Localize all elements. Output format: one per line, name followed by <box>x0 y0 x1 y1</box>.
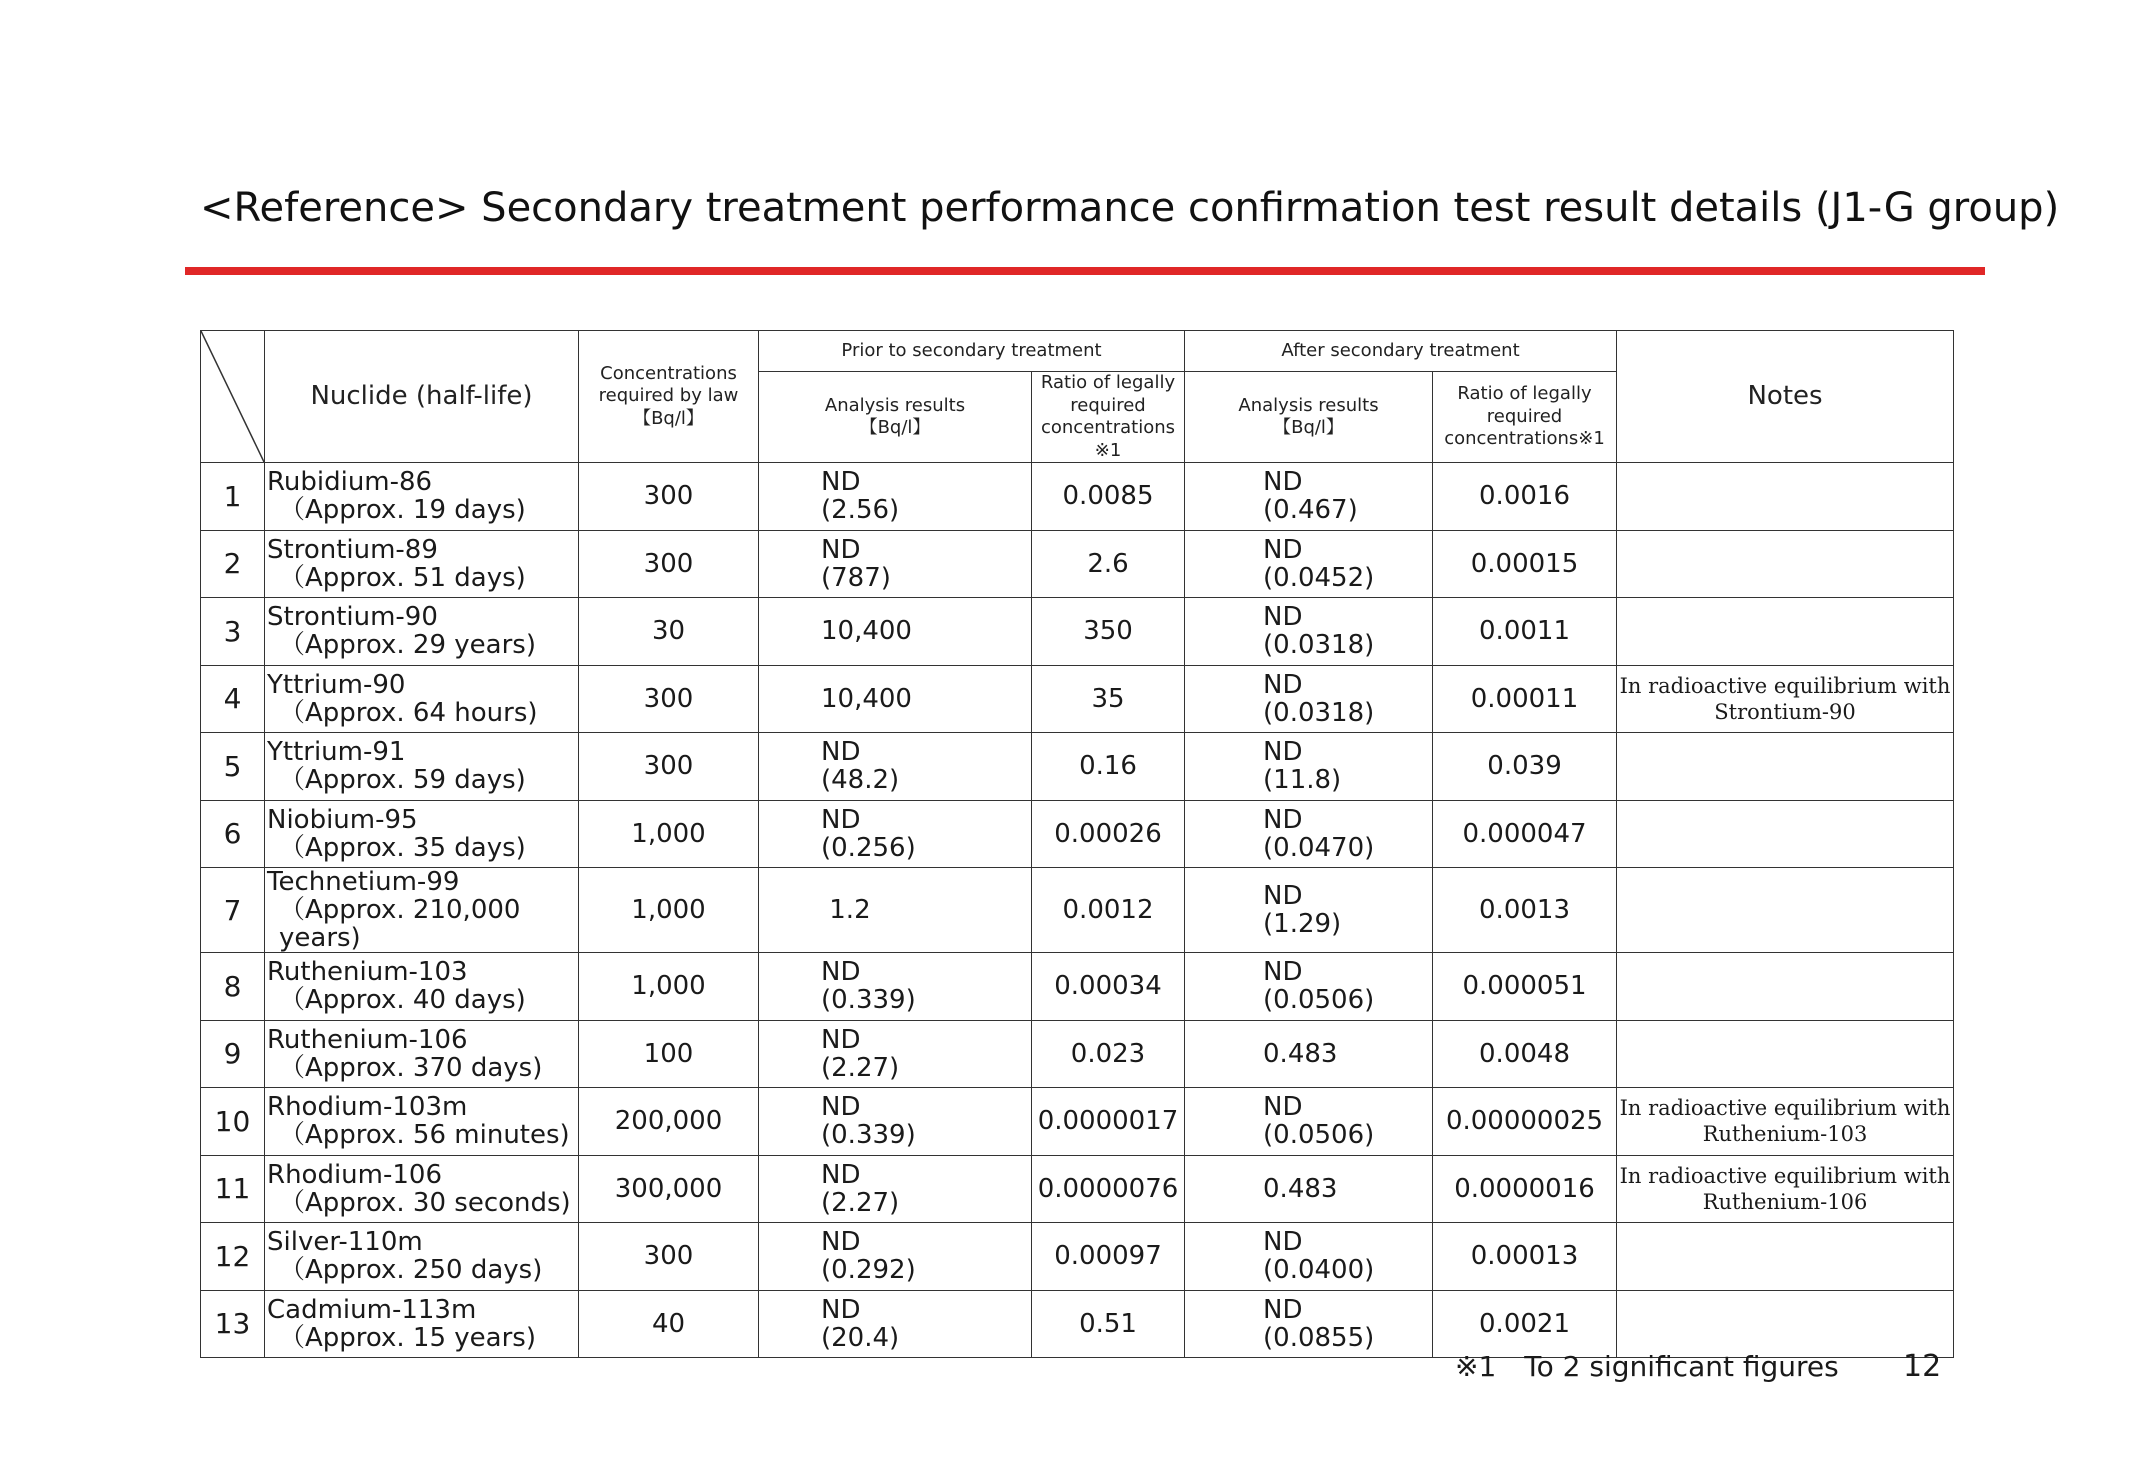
after-ratio: 0.0016 <box>1433 463 1617 531</box>
after-analysis-result <box>1185 733 1433 801</box>
prior-detection-limit: (20.4) <box>821 1322 900 1353</box>
after-analysis-result <box>1185 1290 1433 1358</box>
half-life: （Approx. 30 seconds) <box>279 1187 571 1218</box>
nuclide-cell <box>265 1155 579 1223</box>
after-analysis-result <box>1185 665 1433 733</box>
prior-detection-limit: (2.27) <box>821 1187 900 1218</box>
legal-concentration: 200,000 <box>579 1088 759 1156</box>
nuclide-cell <box>265 598 579 666</box>
after-ratio: 0.0013 <box>1433 868 1617 953</box>
nuclide-name: Strontium-89 <box>267 534 438 565</box>
row-number: 5 <box>201 733 265 801</box>
nuclide-cell <box>265 953 579 1021</box>
after-result-value: ND <box>1263 534 1303 565</box>
legal-concentration: 300 <box>579 1223 759 1291</box>
prior-detection-limit: (48.2) <box>821 765 900 796</box>
half-life: （Approx. 40 days) <box>279 985 526 1016</box>
nuclide-name: Ruthenium-106 <box>267 1024 468 1055</box>
prior-result-value: ND <box>821 467 861 498</box>
half-life: （Approx. 51 days) <box>279 562 526 593</box>
notes-cell: In radioactive equilibrium with Ruthenium-106 <box>1617 1155 1954 1223</box>
results-table <box>200 330 1954 1358</box>
after-analysis-result <box>1185 1088 1433 1156</box>
prior-ratio: 0.51 <box>1032 1290 1185 1358</box>
after-detection-limit: (0.0452) <box>1263 562 1375 593</box>
after-result-value: ND <box>1263 467 1303 498</box>
half-life: （Approx. 370 days) <box>279 1052 543 1083</box>
table-row <box>201 800 1954 868</box>
prior-detection-limit: (0.339) <box>821 985 916 1016</box>
nuclide-cell <box>265 1223 579 1291</box>
after-ratio: 0.000047 <box>1433 800 1617 868</box>
after-result-value: ND <box>1263 1092 1303 1123</box>
header-nuclide: Nuclide (half-life) <box>265 331 579 463</box>
half-life: （Approx. 29 years) <box>279 630 536 661</box>
row-number: 10 <box>201 1088 265 1156</box>
prior-result-value: ND <box>821 1024 861 1055</box>
after-ratio: 0.000051 <box>1433 953 1617 1021</box>
header-concentration: Concentrations required by law 【Bq/l】 <box>579 331 759 463</box>
after-detection-limit: (1.29) <box>1263 909 1342 940</box>
half-life: （Approx. 19 days) <box>279 495 526 526</box>
after-result-value: ND <box>1263 1227 1303 1258</box>
after-analysis-result <box>1185 1155 1433 1223</box>
prior-ratio: 0.0000076 <box>1032 1155 1185 1223</box>
row-number: 13 <box>201 1290 265 1358</box>
nuclide-cell <box>265 530 579 598</box>
prior-analysis-result <box>759 1290 1032 1358</box>
table-row <box>201 953 1954 1021</box>
after-analysis-result <box>1185 868 1433 953</box>
nuclide-cell <box>265 1088 579 1156</box>
prior-result-value: ND <box>821 1294 861 1325</box>
half-life: （Approx. 35 days) <box>279 832 526 863</box>
legal-concentration: 30 <box>579 598 759 666</box>
after-detection-limit: (0.0318) <box>1263 697 1375 728</box>
row-number: 12 <box>201 1223 265 1291</box>
row-number: 7 <box>201 868 265 953</box>
nuclide-name: Yttrium-90 <box>267 669 406 700</box>
nuclide-cell <box>265 463 579 531</box>
nuclide-cell <box>265 800 579 868</box>
legal-concentration: 1,000 <box>579 800 759 868</box>
prior-result-value: ND <box>821 1092 861 1123</box>
after-ratio: 0.00015 <box>1433 530 1617 598</box>
nuclide-cell <box>265 733 579 801</box>
notes-cell <box>1617 800 1954 868</box>
prior-result-value: ND <box>821 804 861 835</box>
header-notes: Notes <box>1617 331 1954 463</box>
notes-cell <box>1617 733 1954 801</box>
table-row <box>201 1088 1954 1156</box>
after-result-value: ND <box>1263 669 1303 700</box>
nuclide-cell <box>265 665 579 733</box>
prior-analysis-result <box>759 868 1032 953</box>
prior-result-value: ND <box>821 737 861 768</box>
prior-analysis-result <box>759 800 1032 868</box>
after-analysis-result <box>1185 463 1433 531</box>
prior-analysis-result <box>759 1155 1032 1223</box>
prior-analysis-result <box>759 1020 1032 1088</box>
legal-concentration: 100 <box>579 1020 759 1088</box>
prior-analysis-result <box>759 530 1032 598</box>
table-row <box>201 463 1954 531</box>
half-life: （Approx. 210,000 years) <box>279 895 521 954</box>
after-detection-limit: (0.0506) <box>1263 985 1375 1016</box>
after-analysis-result <box>1185 800 1433 868</box>
prior-detection-limit: (787) <box>821 562 891 593</box>
prior-ratio: 0.0012 <box>1032 868 1185 953</box>
after-result-value: ND <box>1263 881 1303 912</box>
legal-concentration: 300 <box>579 665 759 733</box>
table-row <box>201 665 1954 733</box>
after-ratio: 0.0011 <box>1433 598 1617 666</box>
table-row <box>201 530 1954 598</box>
after-result-value: ND <box>1263 602 1303 633</box>
prior-detection-limit: (0.256) <box>821 832 916 863</box>
after-detection-limit: (11.8) <box>1263 765 1342 796</box>
prior-result-value: ND <box>821 1159 861 1190</box>
after-result-value: 0.483 <box>1263 1173 1338 1204</box>
notes-cell: In radioactive equilibrium with Strontium-90 <box>1617 665 1954 733</box>
legal-concentration: 300 <box>579 530 759 598</box>
row-number: 9 <box>201 1020 265 1088</box>
prior-ratio: 2.6 <box>1032 530 1185 598</box>
prior-analysis-result <box>759 598 1032 666</box>
table-row <box>201 868 1954 953</box>
table-row <box>201 1155 1954 1223</box>
nuclide-name: Rubidium-86 <box>267 467 433 498</box>
nuclide-name: Yttrium-91 <box>267 737 406 768</box>
header-after-ratio: Ratio of legally required concentrations※1 <box>1433 372 1617 463</box>
footnote: ※1 To 2 significant figures <box>1455 1350 1839 1383</box>
prior-ratio: 0.00034 <box>1032 953 1185 1021</box>
nuclide-name: Silver-110m <box>267 1227 423 1258</box>
after-ratio: 0.00013 <box>1433 1223 1617 1291</box>
prior-ratio: 0.00097 <box>1032 1223 1185 1291</box>
nuclide-cell <box>265 1020 579 1088</box>
legal-concentration: 1,000 <box>579 868 759 953</box>
after-detection-limit: (0.0400) <box>1263 1255 1375 1286</box>
after-analysis-result <box>1185 598 1433 666</box>
half-life: （Approx. 59 days) <box>279 765 526 796</box>
table-row <box>201 1020 1954 1088</box>
prior-detection-limit: (2.56) <box>821 495 900 526</box>
prior-detection-limit: (0.292) <box>821 1255 916 1286</box>
after-result-value: ND <box>1263 957 1303 988</box>
after-result-value: 0.483 <box>1263 1038 1338 1069</box>
prior-result-value: ND <box>821 957 861 988</box>
after-analysis-result <box>1185 1223 1433 1291</box>
prior-result-value: ND <box>821 534 861 565</box>
prior-analysis-result <box>759 665 1032 733</box>
prior-result-value: ND <box>821 1227 861 1258</box>
header-prior-group: Prior to secondary treatment <box>759 331 1185 372</box>
row-number: 4 <box>201 665 265 733</box>
prior-ratio: 0.0085 <box>1032 463 1185 531</box>
header-after-group: After secondary treatment <box>1185 331 1617 372</box>
prior-analysis-result <box>759 1088 1032 1156</box>
notes-cell: In radioactive equilibrium with Ruthenium-103 <box>1617 1088 1954 1156</box>
prior-result-value: 1.2 <box>821 895 871 926</box>
row-number: 2 <box>201 530 265 598</box>
prior-ratio: 0.16 <box>1032 733 1185 801</box>
prior-ratio: 350 <box>1032 598 1185 666</box>
nuclide-cell <box>265 1290 579 1358</box>
after-detection-limit: (0.0506) <box>1263 1120 1375 1151</box>
notes-cell <box>1617 598 1954 666</box>
legal-concentration: 300 <box>579 463 759 531</box>
nuclide-name: Cadmium-113m <box>267 1294 477 1325</box>
title-underline <box>185 267 1985 275</box>
notes-cell <box>1617 530 1954 598</box>
notes-cell <box>1617 1223 1954 1291</box>
after-ratio: 0.0000016 <box>1433 1155 1617 1223</box>
after-detection-limit: (0.0470) <box>1263 832 1375 863</box>
after-detection-limit: (0.467) <box>1263 495 1358 526</box>
nuclide-name: Ruthenium-103 <box>267 957 468 988</box>
row-number: 3 <box>201 598 265 666</box>
prior-analysis-result <box>759 953 1032 1021</box>
table-row <box>201 733 1954 801</box>
notes-cell <box>1617 868 1954 953</box>
table-row <box>201 1223 1954 1291</box>
row-number: 8 <box>201 953 265 1021</box>
legal-concentration: 300 <box>579 733 759 801</box>
prior-detection-limit: (0.339) <box>821 1120 916 1151</box>
nuclide-name: Technetium-99 <box>267 867 460 897</box>
header-prior-ratio: Ratio of legally required concentrations ※1 <box>1032 372 1185 463</box>
page-title: <Reference> Secondary treatment performance confirmation test result details (J1-G group) <box>200 185 2060 231</box>
after-analysis-result <box>1185 953 1433 1021</box>
legal-concentration: 300,000 <box>579 1155 759 1223</box>
notes-cell <box>1617 463 1954 531</box>
after-detection-limit: (0.0318) <box>1263 630 1375 661</box>
prior-analysis-result <box>759 463 1032 531</box>
nuclide-name: Strontium-90 <box>267 602 438 633</box>
notes-cell <box>1617 1020 1954 1088</box>
prior-result-value: 10,400 <box>821 616 912 647</box>
prior-analysis-result <box>759 1223 1032 1291</box>
after-ratio: 0.00011 <box>1433 665 1617 733</box>
half-life: （Approx. 250 days) <box>279 1255 543 1286</box>
after-detection-limit: (0.0855) <box>1263 1322 1375 1353</box>
after-ratio: 0.0048 <box>1433 1020 1617 1088</box>
prior-detection-limit: (2.27) <box>821 1052 900 1083</box>
row-number: 6 <box>201 800 265 868</box>
row-number: 11 <box>201 1155 265 1223</box>
after-analysis-result <box>1185 530 1433 598</box>
row-number: 1 <box>201 463 265 531</box>
after-ratio: 0.0021 <box>1433 1290 1617 1358</box>
notes-cell <box>1617 953 1954 1021</box>
prior-ratio: 0.023 <box>1032 1020 1185 1088</box>
header-after-analysis: Analysis results 【Bq/l】 <box>1185 372 1433 463</box>
prior-ratio: 0.00026 <box>1032 800 1185 868</box>
nuclide-name: Rhodium-103m <box>267 1092 468 1123</box>
after-ratio: 0.039 <box>1433 733 1617 801</box>
half-life: （Approx. 15 years) <box>279 1322 536 1353</box>
after-result-value: ND <box>1263 1294 1303 1325</box>
table-row <box>201 598 1954 666</box>
nuclide-name: Niobium-95 <box>267 804 418 835</box>
nuclide-name: Rhodium-106 <box>267 1159 442 1190</box>
legal-concentration: 40 <box>579 1290 759 1358</box>
legal-concentration: 1,000 <box>579 953 759 1021</box>
after-result-value: ND <box>1263 804 1303 835</box>
after-result-value: ND <box>1263 737 1303 768</box>
corner-cell <box>201 331 265 463</box>
prior-ratio: 35 <box>1032 665 1185 733</box>
prior-result-value: 10,400 <box>821 683 912 714</box>
nuclide-cell <box>265 868 579 953</box>
prior-analysis-result <box>759 733 1032 801</box>
after-ratio: 0.00000025 <box>1433 1088 1617 1156</box>
half-life: （Approx. 64 hours) <box>279 697 538 728</box>
header-prior-analysis: Analysis results 【Bq/l】 <box>759 372 1032 463</box>
diagonal-line <box>201 331 264 462</box>
prior-ratio: 0.0000017 <box>1032 1088 1185 1156</box>
page-number: 12 <box>1903 1349 1942 1384</box>
half-life: （Approx. 56 minutes) <box>279 1120 570 1151</box>
after-analysis-result <box>1185 1020 1433 1088</box>
